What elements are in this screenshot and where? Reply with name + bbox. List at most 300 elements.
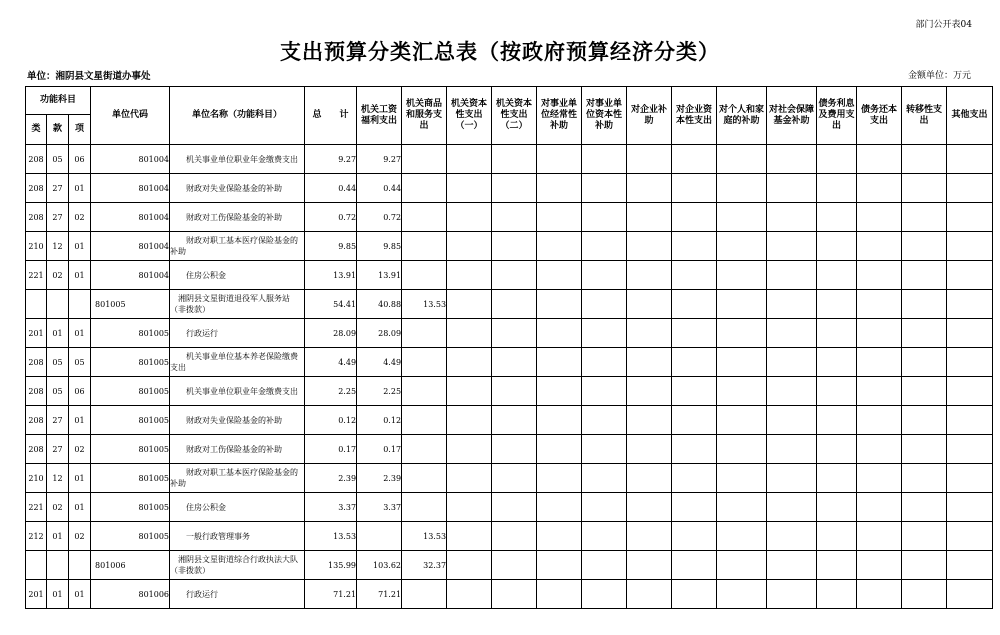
xiang-cell: 06 — [69, 145, 91, 174]
empty-cell — [627, 551, 672, 580]
empty-cell — [857, 290, 902, 319]
empty-cell — [627, 435, 672, 464]
empty-cell — [947, 319, 993, 348]
empty-cell — [582, 435, 627, 464]
empty-cell — [857, 551, 902, 580]
total-cell: 0.72 — [305, 203, 357, 232]
empty-cell — [627, 174, 672, 203]
total-cell: 135.99 — [305, 551, 357, 580]
empty-cell — [672, 406, 717, 435]
empty-cell — [717, 464, 767, 493]
empty-cell — [447, 319, 492, 348]
total-cell: 13.53 — [305, 522, 357, 551]
lei-cell: 208 — [26, 406, 47, 435]
col-header: 机关资本性支出（二） — [492, 87, 537, 145]
empty-cell — [947, 203, 993, 232]
unit-name-cell: 机关事业单位职业年金缴费支出 — [170, 145, 305, 174]
empty-cell — [627, 377, 672, 406]
unit-code-header: 单位代码 — [91, 87, 170, 145]
total-cell: 4.49 — [305, 348, 357, 377]
empty-cell — [857, 493, 902, 522]
empty-cell — [672, 435, 717, 464]
empty-cell — [902, 435, 947, 464]
empty-cell — [672, 290, 717, 319]
empty-cell — [857, 232, 902, 261]
table-row — [26, 145, 993, 174]
goods-cell — [402, 377, 447, 406]
unit-code-cell: 801005 — [91, 406, 170, 435]
unit-name-cell: 财政对职工基本医疗保险基金的补助 — [170, 232, 305, 261]
empty-cell — [492, 232, 537, 261]
empty-cell — [447, 290, 492, 319]
wage-cell: 2.39 — [357, 464, 402, 493]
empty-cell — [537, 522, 582, 551]
goods-cell — [402, 174, 447, 203]
empty-cell — [537, 290, 582, 319]
empty-cell — [947, 464, 993, 493]
table-row — [26, 406, 993, 435]
unit-name-cell: 财政对职工基本医疗保险基金的补助 — [170, 464, 305, 493]
empty-cell — [447, 522, 492, 551]
empty-cell — [902, 464, 947, 493]
empty-cell — [582, 348, 627, 377]
empty-cell — [627, 319, 672, 348]
empty-cell — [902, 145, 947, 174]
xiang-cell: 01 — [69, 261, 91, 290]
table-row — [26, 435, 993, 464]
empty-cell — [672, 232, 717, 261]
kuan-cell: 27 — [47, 406, 69, 435]
wage-cell: 28.09 — [357, 319, 402, 348]
unit-code-cell: 801005 — [91, 348, 170, 377]
empty-cell — [947, 261, 993, 290]
empty-cell — [947, 522, 993, 551]
total-cell: 71.21 — [305, 580, 357, 609]
empty-cell — [492, 406, 537, 435]
lei-cell — [26, 551, 47, 580]
col-header: 对社会保障基金补助 — [767, 87, 817, 145]
empty-cell — [717, 174, 767, 203]
empty-cell — [817, 377, 857, 406]
unit-code-cell: 801006 — [91, 580, 170, 609]
goods-cell — [402, 261, 447, 290]
lei-cell: 208 — [26, 377, 47, 406]
goods-cell — [402, 145, 447, 174]
empty-cell — [767, 464, 817, 493]
empty-cell — [817, 493, 857, 522]
empty-cell — [902, 377, 947, 406]
empty-cell — [767, 145, 817, 174]
unit-code-cell: 801004 — [91, 203, 170, 232]
table-row — [26, 290, 993, 319]
col-header: 对个人和家庭的补助 — [717, 87, 767, 145]
empty-cell — [537, 435, 582, 464]
empty-cell — [492, 290, 537, 319]
goods-cell: 13.53 — [402, 290, 447, 319]
empty-cell — [447, 435, 492, 464]
empty-cell — [447, 145, 492, 174]
empty-cell — [672, 261, 717, 290]
empty-cell — [492, 261, 537, 290]
wage-cell: 2.25 — [357, 377, 402, 406]
table-row — [26, 493, 993, 522]
empty-cell — [537, 580, 582, 609]
empty-cell — [627, 203, 672, 232]
table-body — [26, 145, 993, 609]
empty-cell — [767, 203, 817, 232]
empty-cell — [817, 464, 857, 493]
empty-cell — [672, 377, 717, 406]
total-cell: 0.17 — [305, 435, 357, 464]
unit-code-cell: 801005 — [91, 435, 170, 464]
empty-cell — [947, 348, 993, 377]
lei-cell: 221 — [26, 261, 47, 290]
lei-cell: 201 — [26, 580, 47, 609]
unit-name-cell: 机关事业单位基本养老保险缴费支出 — [170, 348, 305, 377]
empty-cell — [902, 290, 947, 319]
empty-cell — [627, 348, 672, 377]
unit-code-cell: 801005 — [91, 493, 170, 522]
empty-cell — [902, 522, 947, 551]
empty-cell — [767, 522, 817, 551]
unit-code-cell: 801004 — [91, 174, 170, 203]
table-row — [26, 348, 993, 377]
empty-cell — [857, 377, 902, 406]
wage-cell: 103.62 — [357, 551, 402, 580]
empty-cell — [627, 261, 672, 290]
empty-cell — [717, 377, 767, 406]
kuan-cell: 27 — [47, 435, 69, 464]
empty-cell — [717, 232, 767, 261]
lei-cell: 201 — [26, 319, 47, 348]
kuan-cell: 12 — [47, 464, 69, 493]
empty-cell — [767, 580, 817, 609]
col-header: 对企业资本性支出 — [672, 87, 717, 145]
kuan-cell — [47, 551, 69, 580]
empty-cell — [627, 145, 672, 174]
empty-cell — [767, 174, 817, 203]
table-row — [26, 551, 993, 580]
goods-cell — [402, 464, 447, 493]
wage-cell: 71.21 — [357, 580, 402, 609]
wage-cell — [357, 522, 402, 551]
empty-cell — [947, 406, 993, 435]
lei-cell: 208 — [26, 435, 47, 464]
kuan-cell: 01 — [47, 522, 69, 551]
empty-cell — [582, 522, 627, 551]
total-cell: 3.37 — [305, 493, 357, 522]
empty-cell — [717, 551, 767, 580]
empty-cell — [582, 377, 627, 406]
unit-code-cell: 801004 — [91, 145, 170, 174]
wage-cell: 9.27 — [357, 145, 402, 174]
kuan-cell: 27 — [47, 203, 69, 232]
kuan-cell: 05 — [47, 348, 69, 377]
empty-cell — [817, 435, 857, 464]
table-row — [26, 464, 993, 493]
wage-cell: 3.37 — [357, 493, 402, 522]
empty-cell — [902, 203, 947, 232]
empty-cell — [582, 464, 627, 493]
empty-cell — [717, 261, 767, 290]
empty-cell — [947, 580, 993, 609]
func-subject-header: 功能科目 — [26, 87, 91, 115]
col-header: 债务利息及费用支出 — [817, 87, 857, 145]
empty-cell — [902, 174, 947, 203]
kuan-cell: 27 — [47, 174, 69, 203]
kuan-cell: 05 — [47, 145, 69, 174]
col-header: 对事业单位经常性补助 — [537, 87, 582, 145]
unit-name-cell: 财政对失业保险基金的补助 — [170, 174, 305, 203]
unit-code-cell: 801004 — [91, 232, 170, 261]
total-cell: 2.25 — [305, 377, 357, 406]
wage-cell: 0.72 — [357, 203, 402, 232]
empty-cell — [492, 522, 537, 551]
empty-cell — [947, 493, 993, 522]
empty-cell — [767, 435, 817, 464]
header-row-1 — [26, 87, 993, 115]
table-row — [26, 232, 993, 261]
empty-cell — [492, 377, 537, 406]
table-row — [26, 203, 993, 232]
empty-cell — [672, 319, 717, 348]
empty-cell — [492, 174, 537, 203]
empty-cell — [672, 580, 717, 609]
unit-code-cell: 801006 — [91, 551, 170, 580]
empty-cell — [767, 319, 817, 348]
empty-cell — [672, 203, 717, 232]
goods-cell — [402, 493, 447, 522]
empty-cell — [947, 174, 993, 203]
total-cell: 0.44 — [305, 174, 357, 203]
table-row — [26, 319, 993, 348]
wage-cell: 40.88 — [357, 290, 402, 319]
empty-cell — [857, 406, 902, 435]
total-cell: 9.85 — [305, 232, 357, 261]
goods-cell: 13.53 — [402, 522, 447, 551]
wage-cell: 13.91 — [357, 261, 402, 290]
empty-cell — [537, 377, 582, 406]
empty-cell — [492, 493, 537, 522]
empty-cell — [537, 319, 582, 348]
xiang-cell: 01 — [69, 493, 91, 522]
goods-cell — [402, 435, 447, 464]
kuan-cell: 12 — [47, 232, 69, 261]
budget-table — [25, 86, 993, 609]
kuan-cell: 05 — [47, 377, 69, 406]
unit-code-cell: 801004 — [91, 261, 170, 290]
empty-cell — [857, 435, 902, 464]
wage-cell: 0.12 — [357, 406, 402, 435]
empty-cell — [492, 435, 537, 464]
xiang-cell: 01 — [69, 319, 91, 348]
total-cell: 54.41 — [305, 290, 357, 319]
kuan-cell: 01 — [47, 319, 69, 348]
empty-cell — [582, 551, 627, 580]
xiang-cell: 02 — [69, 522, 91, 551]
empty-cell — [447, 551, 492, 580]
total-cell: 13.91 — [305, 261, 357, 290]
empty-cell — [817, 406, 857, 435]
goods-cell — [402, 348, 447, 377]
kuan-header: 款 — [47, 115, 69, 145]
col-header: 转移性支出 — [902, 87, 947, 145]
empty-cell — [857, 319, 902, 348]
total-cell: 2.39 — [305, 464, 357, 493]
empty-cell — [537, 145, 582, 174]
unit-name-cell: 一般行政管理事务 — [170, 522, 305, 551]
xiang-cell: 06 — [69, 377, 91, 406]
unit-code-cell: 801005 — [91, 464, 170, 493]
empty-cell — [447, 174, 492, 203]
empty-cell — [492, 348, 537, 377]
empty-cell — [447, 203, 492, 232]
empty-cell — [902, 319, 947, 348]
empty-cell — [767, 377, 817, 406]
empty-cell — [537, 174, 582, 203]
empty-cell — [817, 145, 857, 174]
empty-cell — [817, 261, 857, 290]
xiang-cell: 01 — [69, 464, 91, 493]
empty-cell — [627, 232, 672, 261]
empty-cell — [857, 522, 902, 551]
empty-cell — [717, 522, 767, 551]
empty-cell — [447, 232, 492, 261]
empty-cell — [537, 406, 582, 435]
empty-cell — [672, 522, 717, 551]
empty-cell — [582, 406, 627, 435]
empty-cell — [582, 261, 627, 290]
goods-cell — [402, 203, 447, 232]
xiang-cell: 01 — [69, 580, 91, 609]
unit-name-header: 单位名称（功能科目） — [170, 87, 305, 145]
empty-cell — [857, 145, 902, 174]
empty-cell — [492, 551, 537, 580]
kuan-cell: 02 — [47, 261, 69, 290]
xiang-cell: 01 — [69, 174, 91, 203]
empty-cell — [902, 261, 947, 290]
unit-code-cell: 801005 — [91, 522, 170, 551]
empty-cell — [627, 464, 672, 493]
empty-cell — [767, 493, 817, 522]
empty-cell — [582, 580, 627, 609]
empty-cell — [447, 493, 492, 522]
lei-cell: 210 — [26, 232, 47, 261]
empty-cell — [582, 319, 627, 348]
empty-cell — [767, 551, 817, 580]
empty-cell — [857, 464, 902, 493]
empty-cell — [947, 290, 993, 319]
unit-name-cell: 行政运行 — [170, 319, 305, 348]
empty-cell — [492, 319, 537, 348]
wage-cell: 0.44 — [357, 174, 402, 203]
empty-cell — [582, 145, 627, 174]
unit-name-cell: 行政运行 — [170, 580, 305, 609]
empty-cell — [492, 203, 537, 232]
empty-cell — [627, 522, 672, 551]
empty-cell — [817, 551, 857, 580]
lei-cell: 208 — [26, 348, 47, 377]
unit-name-cell: 财政对工伤保险基金的补助 — [170, 435, 305, 464]
empty-cell — [537, 348, 582, 377]
empty-cell — [582, 232, 627, 261]
empty-cell — [492, 580, 537, 609]
empty-cell — [717, 145, 767, 174]
empty-cell — [717, 203, 767, 232]
unit-code-cell: 801005 — [91, 319, 170, 348]
empty-cell — [537, 261, 582, 290]
empty-cell — [582, 203, 627, 232]
empty-cell — [717, 348, 767, 377]
empty-cell — [902, 551, 947, 580]
empty-cell — [817, 290, 857, 319]
lei-cell: 208 — [26, 145, 47, 174]
empty-cell — [672, 174, 717, 203]
total-cell: 9.27 — [305, 145, 357, 174]
wage-cell: 0.17 — [357, 435, 402, 464]
empty-cell — [627, 580, 672, 609]
goods-cell — [402, 232, 447, 261]
empty-cell — [447, 464, 492, 493]
empty-cell — [447, 348, 492, 377]
empty-cell — [767, 406, 817, 435]
wage-cell: 4.49 — [357, 348, 402, 377]
empty-cell — [717, 435, 767, 464]
empty-cell — [717, 493, 767, 522]
empty-cell — [767, 348, 817, 377]
empty-cell — [717, 406, 767, 435]
empty-cell — [582, 174, 627, 203]
table-row — [26, 522, 993, 551]
empty-cell — [627, 493, 672, 522]
empty-cell — [447, 377, 492, 406]
empty-cell — [537, 464, 582, 493]
kuan-cell: 01 — [47, 580, 69, 609]
empty-cell — [717, 580, 767, 609]
empty-cell — [492, 464, 537, 493]
goods-cell: 32.37 — [402, 551, 447, 580]
xiang-cell — [69, 551, 91, 580]
form-number: 部门公开表04 — [915, 20, 972, 30]
xiang-cell: 02 — [69, 435, 91, 464]
empty-cell — [582, 290, 627, 319]
lei-cell: 208 — [26, 203, 47, 232]
empty-cell — [857, 203, 902, 232]
col-header: 其他支出 — [947, 87, 993, 145]
empty-cell — [717, 290, 767, 319]
unit-name-cell: 湘阴县文星街道退役军人服务站（非拨款） — [170, 290, 305, 319]
unit-name-cell: 住房公积金 — [170, 261, 305, 290]
empty-cell — [902, 406, 947, 435]
xiang-cell: 01 — [69, 406, 91, 435]
unit-code-cell: 801005 — [91, 377, 170, 406]
empty-cell — [447, 580, 492, 609]
unit-name-cell: 财政对工伤保险基金的补助 — [170, 203, 305, 232]
lei-cell: 210 — [26, 464, 47, 493]
empty-cell — [672, 464, 717, 493]
empty-cell — [947, 551, 993, 580]
xiang-cell: 05 — [69, 348, 91, 377]
table-row — [26, 377, 993, 406]
empty-cell — [947, 435, 993, 464]
col-header: 对事业单位资本性补助 — [582, 87, 627, 145]
empty-cell — [857, 261, 902, 290]
empty-cell — [672, 551, 717, 580]
unit-name-cell: 财政对失业保险基金的补助 — [170, 406, 305, 435]
table-row — [26, 580, 993, 609]
empty-cell — [817, 203, 857, 232]
lei-cell: 212 — [26, 522, 47, 551]
